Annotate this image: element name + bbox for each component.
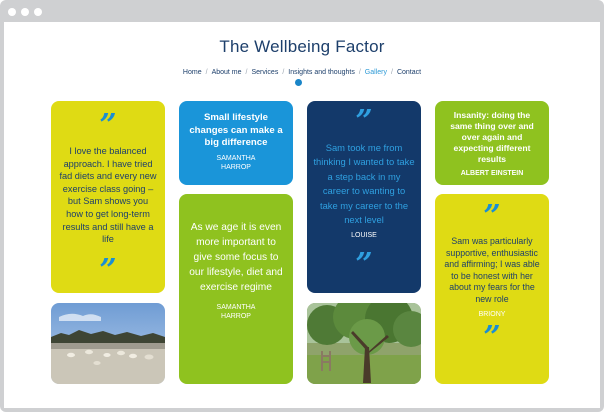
tree-park-image [307,303,421,384]
card-quote: Small lifestyle changes can make a big difference [189,112,283,148]
testimonial-card [51,101,165,293]
nav-item-insights[interactable]: Insights and thoughts [288,69,355,76]
quote-author: SAMANTHA HARROP [216,154,256,171]
nav-item-services[interactable]: Services [251,69,279,76]
quote-mark-icon: ” [355,247,373,283]
testimonial-author: BRIONY [478,310,506,318]
testimonial-quote: Sam took me from thinking I wanted to take a step back in my career to wanting to take my career to the next level [313,142,415,226]
quote-author: ALBERT EINSTEIN [460,170,524,177]
card-quote: As we age it is even more important to give some focus to our lifestyle, diet and exercise regime [189,222,283,293]
main-nav [4,69,600,76]
sheep-field-photo [51,303,165,384]
nav-separator: / [390,69,393,76]
window-dot-icon[interactable] [21,8,29,16]
testimonial-quote: Sam was particularly supportive, enthusiastic and affirming; I was able to be honest with her about my fears for the new role [444,236,540,304]
window-controls [8,8,42,16]
nav-active-indicator [295,79,302,86]
testimonial-card [435,194,549,384]
nav-separator: / [358,69,361,76]
nav-separator: / [205,69,208,76]
window-dot-icon[interactable] [8,8,16,16]
quote-mark-icon: ” [99,252,117,288]
sheep-field-image [51,303,165,384]
quote-mark-icon: ” [483,319,501,355]
quote-mark-icon: ” [99,108,117,143]
quote-card [179,101,293,185]
quote-card [435,101,549,185]
tree-park-photo [307,303,421,384]
quote-mark-icon: ” [483,199,501,234]
page-viewport [4,22,600,408]
testimonial-quote: I love the balanced approach. I have tried fad diets and every new exercise class going – but Sam shows you how to get long-term results and still have a life [59,146,157,245]
quote-author: SAMANTHA HARROP [216,304,256,320]
nav-item-gallery[interactable]: Gallery [364,69,387,76]
testimonial-card [307,101,421,293]
nav-item-contact[interactable]: Contact [396,69,422,76]
nav-item-about[interactable]: About me [211,69,242,76]
quote-mark-icon: ” [355,104,373,139]
nav-item-home[interactable]: Home [182,69,202,76]
nav-separator: / [282,69,285,76]
site-title[interactable]: The Wellbeing Factor [219,37,385,56]
window-dot-icon[interactable] [34,8,42,16]
testimonial-author: LOUISE [351,232,377,240]
nav-separator: / [245,69,248,76]
card-quote: Insanity: doing the same thing over and over again and expecting different results [450,110,534,164]
quote-card [179,194,293,384]
